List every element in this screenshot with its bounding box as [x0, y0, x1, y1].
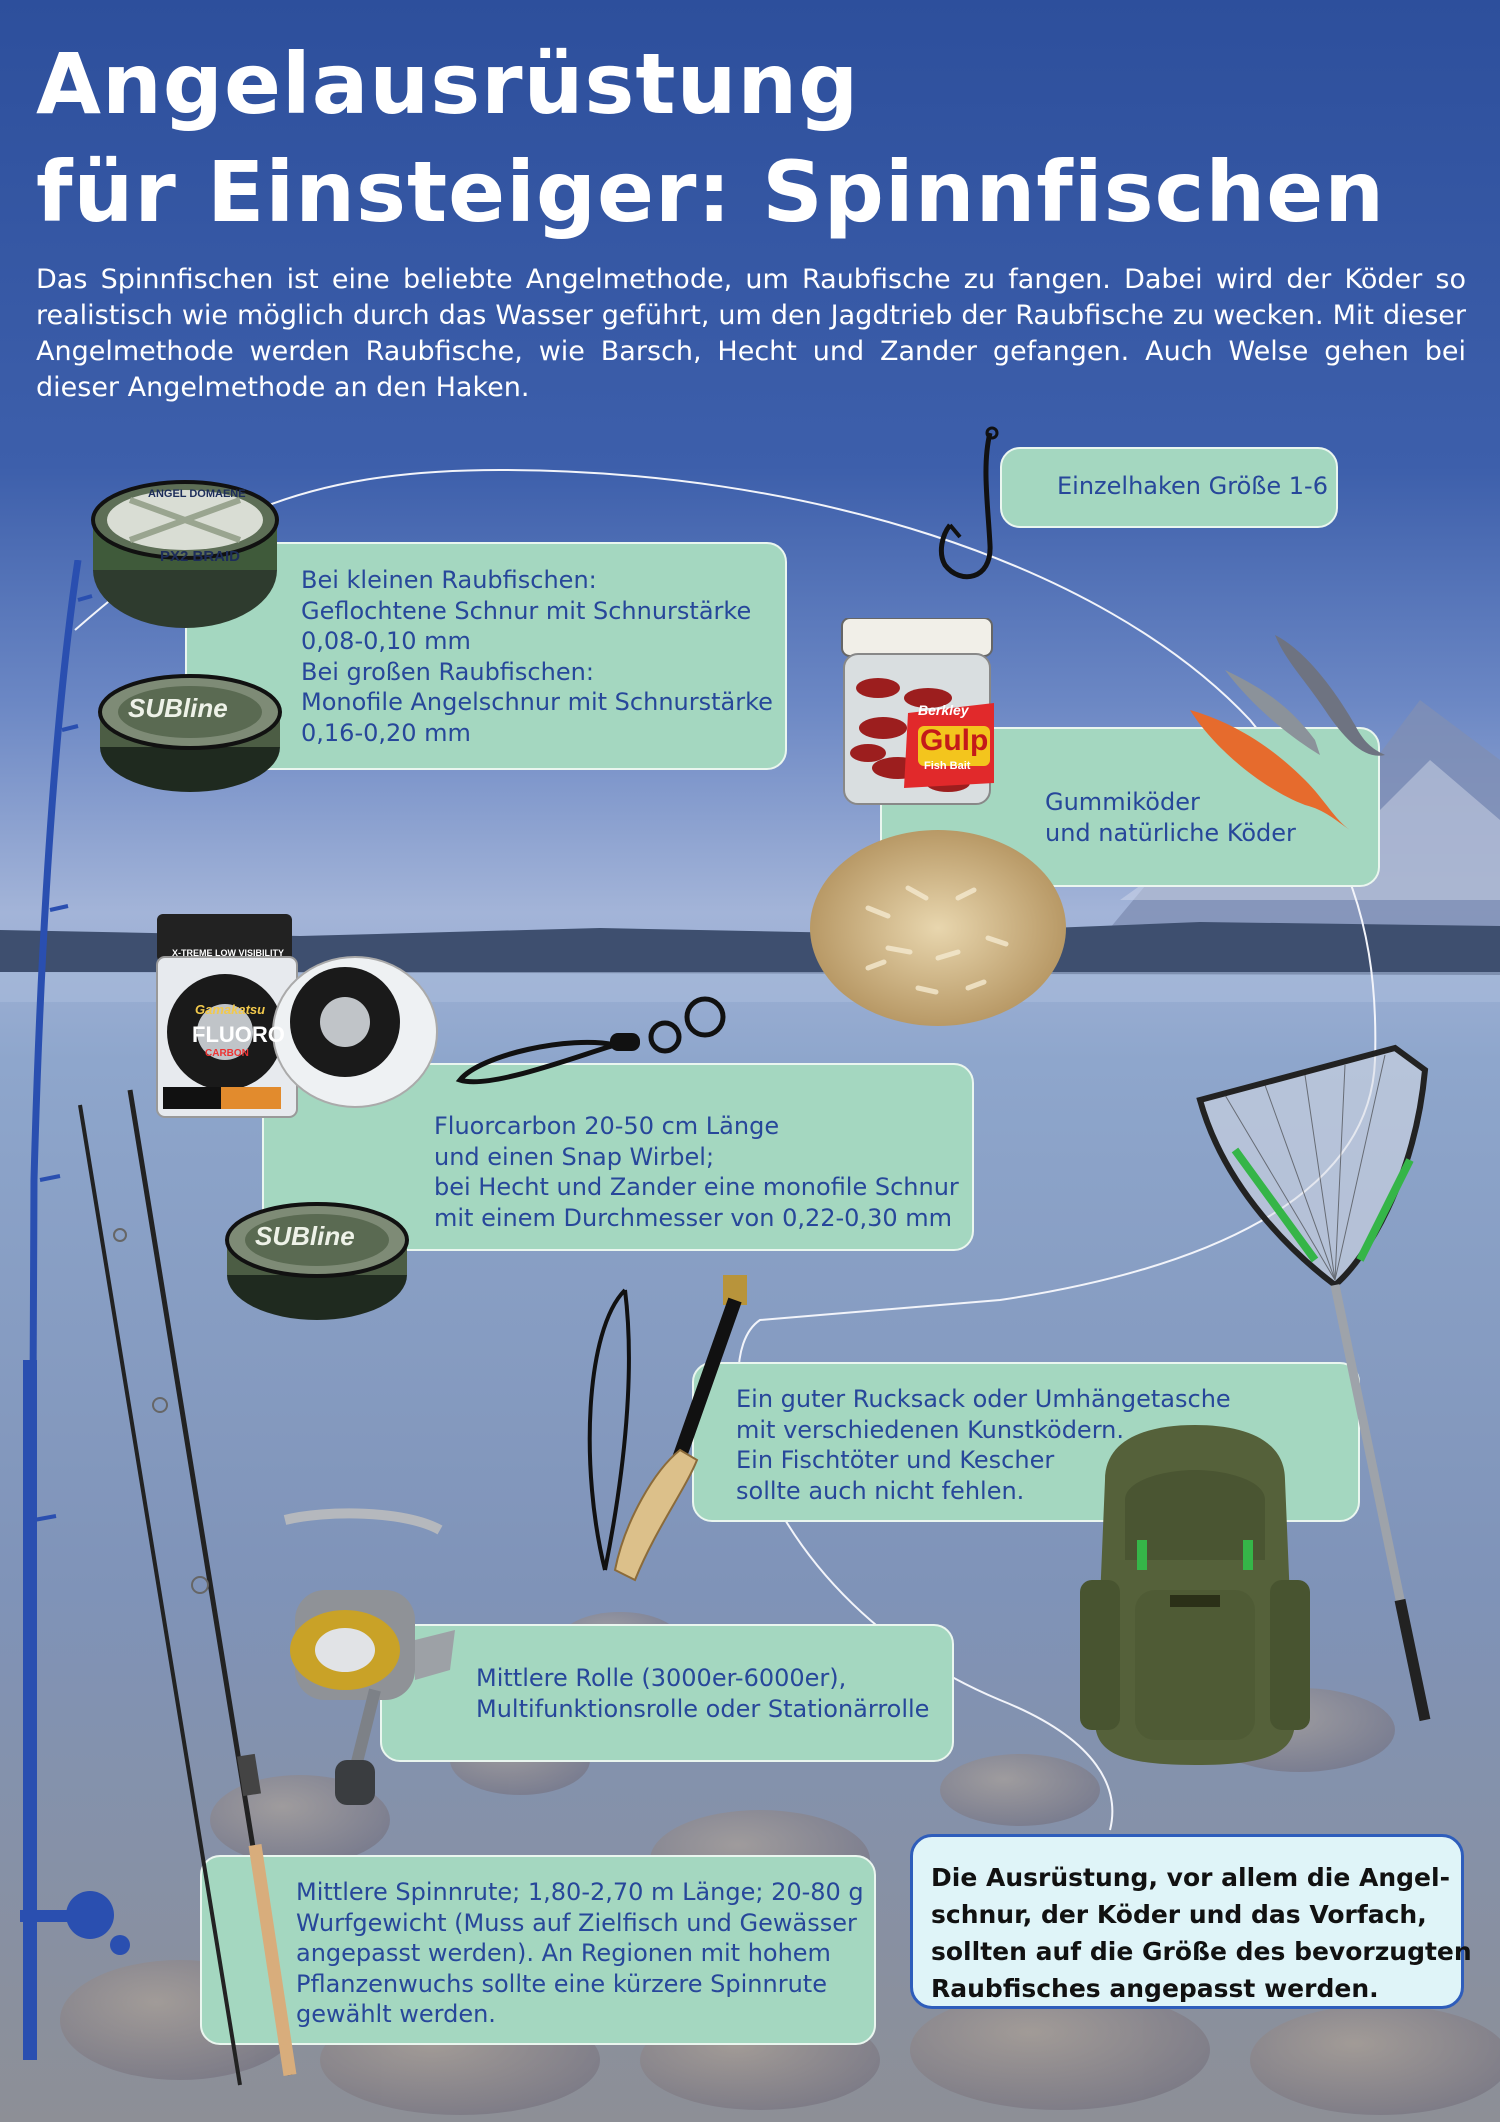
leader-info-line-1: Fluorcarbon 20-50 cm Länge: [434, 1112, 780, 1140]
snap-swivel-image: [450, 995, 740, 1095]
bag-info-line-1: Ein guter Rucksack oder Umhängetasche: [736, 1385, 1231, 1413]
title-line-2: für Einsteiger: Spinnfischen: [36, 143, 1385, 241]
advice-line-4: Raubfisches angepasst werden.: [931, 1974, 1379, 2003]
mono-name-label-top: SUBline: [128, 693, 228, 723]
rod-info-line-2: Wurfgewicht (Muss auf Zielfisch und Gewässer: [296, 1908, 857, 1937]
braid-brand-label: ANGEL DOMAENE: [148, 488, 246, 500]
advice-line-3: sollten auf die Größe des bevorzugten: [931, 1937, 1472, 1966]
line-info-line-3: 0,08-0,10 mm: [301, 627, 471, 655]
bag-info-line-2: mit verschiedenen Kunstködern.: [736, 1415, 1124, 1444]
line-info-line-6: 0,16-0,20 mm: [301, 718, 471, 747]
fluoro-brand-label: Gamakatsu: [195, 1002, 266, 1017]
leader-info-line-2: und einen Snap Wirbel;: [434, 1142, 715, 1171]
bag-info-line-4: sollte auch nicht fehlen.: [736, 1476, 1025, 1505]
bait-info-line-1: Gummiköder: [1045, 788, 1200, 816]
line-info-line-1: Bei kleinen Raubfischen:: [301, 566, 597, 594]
line-info-line-5: Monofile Angelschnur mit Schnurstärke: [301, 688, 773, 716]
rod-info-line-4: Pflanzenwuchs sollte eine kürzere Spinnrute: [296, 1969, 827, 1998]
gulp-name-label: Gulp: [920, 724, 989, 757]
hook-info-box: [1000, 447, 1338, 528]
rod-info-line-5: gewählt werden.: [296, 2000, 496, 2028]
mono-name-label-bottom: SUBline: [255, 1221, 355, 1251]
spinning-rods-image: [60, 1085, 310, 2105]
bag-info-line-3: Ein Fischtöter und Kescher: [736, 1446, 1055, 1474]
page-title: [36, 30, 1385, 246]
leader-info-line-3: bei Hecht und Zander eine monofile Schnur: [434, 1173, 959, 1201]
line-info-line-2: Geflochtene Schnur mit Schnurstärke: [301, 596, 752, 625]
hook-info-line: Einzelhaken Größe 1-6: [1057, 472, 1328, 500]
bait-info-line-2: und natürliche Köder: [1045, 818, 1296, 847]
natural-bait-maggots-image: [808, 828, 1068, 1028]
soft-lures-image: [1185, 630, 1395, 840]
reel-info-line-2: Multifunktionsrolle oder Stationärrolle: [476, 1694, 930, 1723]
advice-note: [910, 1834, 1472, 2009]
fluoro-name-label: FLUORO: [192, 1022, 285, 1047]
braid-name-label: PX2 BRAID: [160, 548, 241, 565]
leader-info-line-4: mit einem Durchmesser von 0,22-0,30 mm: [434, 1203, 953, 1232]
reel-info-box: [380, 1624, 954, 1762]
gulp-sub-label: Fish Bait: [924, 760, 971, 772]
line-info-line-4: Bei großen Raubfischen:: [301, 657, 594, 686]
mono-line-spool-image: [95, 672, 285, 797]
intro-paragraph: Das Spinnfischen ist eine beliebte Angelmethode, um Raubfische zu fangen. Dabei wird der Köder so realistisch wie möglich durch das Wasser geführt, um den Jagdtrieb der Raubfische zu wecken. Mit dieser Angelmethode werden Raubfische, wie Barsch, Hecht und Zander gefangen. Auch Welse gehen bei dieser Angelmethode an den Haken.: [36, 264, 1466, 403]
fluoro-tag-label: X-TREME LOW VISIBILITY: [172, 948, 284, 958]
gulp-brand-label: Berkley: [918, 702, 969, 718]
title-line-1: Angelausrüstung: [36, 35, 860, 133]
single-hook-image: [930, 425, 1020, 595]
backpack-image: [1075, 1420, 1315, 1770]
advice-line-2: schnur, der Köder und das Vorfach,: [931, 1900, 1427, 1929]
rod-info-line-3: angepasst werden). An Regionen mit hohem: [296, 1939, 831, 1967]
advice-line-1: Die Ausrüstung, vor allem die Angel-: [931, 1863, 1450, 1892]
fluoro-sub-label: CARBON: [205, 1048, 249, 1059]
fish-priest-image: [575, 1270, 775, 1590]
rod-info-line-1: Mittlere Spinnrute; 1,80-2,70 m Länge; 20-80 g: [296, 1878, 864, 1906]
reel-info-line-1: Mittlere Rolle (3000er-6000er),: [476, 1664, 847, 1692]
